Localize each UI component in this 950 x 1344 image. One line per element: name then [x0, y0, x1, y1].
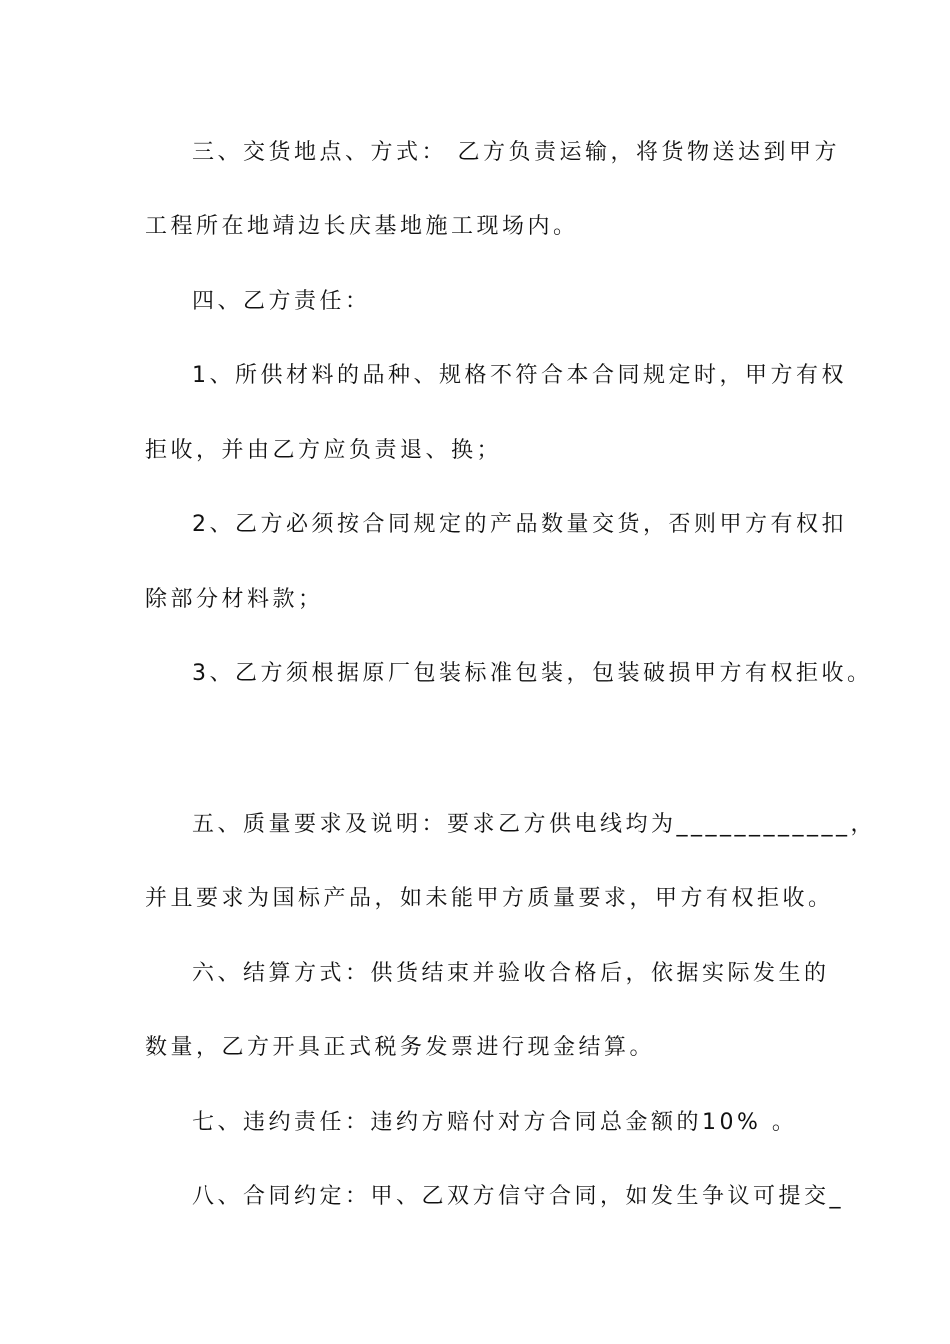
clause-4-item-1-line-2: 拒收，并由乙方应负责退、换；	[145, 438, 503, 463]
clause-7-liability: 七、违约责任：违约方赔付对方合同总金额的10% 。	[192, 1110, 798, 1135]
clause-4-item-2-line-2: 除部分材料款；	[145, 587, 324, 612]
clause-5-quality-line-2: 并且要求为国标产品，如未能甲方质量要求，甲方有权拒收。	[145, 886, 834, 911]
clause-8-agreement-line-1: 八、合同约定：甲、乙双方信守合同，如发生争议可提交_	[192, 1184, 845, 1209]
clause-4-heading: 四、乙方责任：	[192, 289, 371, 314]
clause-5-quality-line-1: 五、质量要求及说明：要求乙方供电线均为____________，	[192, 812, 877, 837]
clause-3-delivery-line-1: 三、交货地点、方式： 乙方负责运输，将货物送达到甲方	[192, 140, 840, 165]
clause-4-item-3: 3、乙方须根据原厂包装标准包装，包装破损甲方有权拒收。	[192, 661, 873, 686]
clause-4-item-1-line-1: 1、所供材料的品种、规格不符合本合同规定时，甲方有权	[192, 363, 847, 388]
clause-6-settlement-line-1: 六、结算方式：供货结束并验收合格后，依据实际发生的	[192, 961, 830, 986]
clause-3-delivery-line-2: 工程所在地靖边长庆基地施工现场内。	[145, 214, 579, 239]
clause-4-item-2-line-1: 2、乙方必须按合同规定的产品数量交货，否则甲方有权扣	[192, 512, 847, 537]
clause-6-settlement-line-2: 数量，乙方开具正式税务发票进行现金结算。	[145, 1035, 656, 1060]
